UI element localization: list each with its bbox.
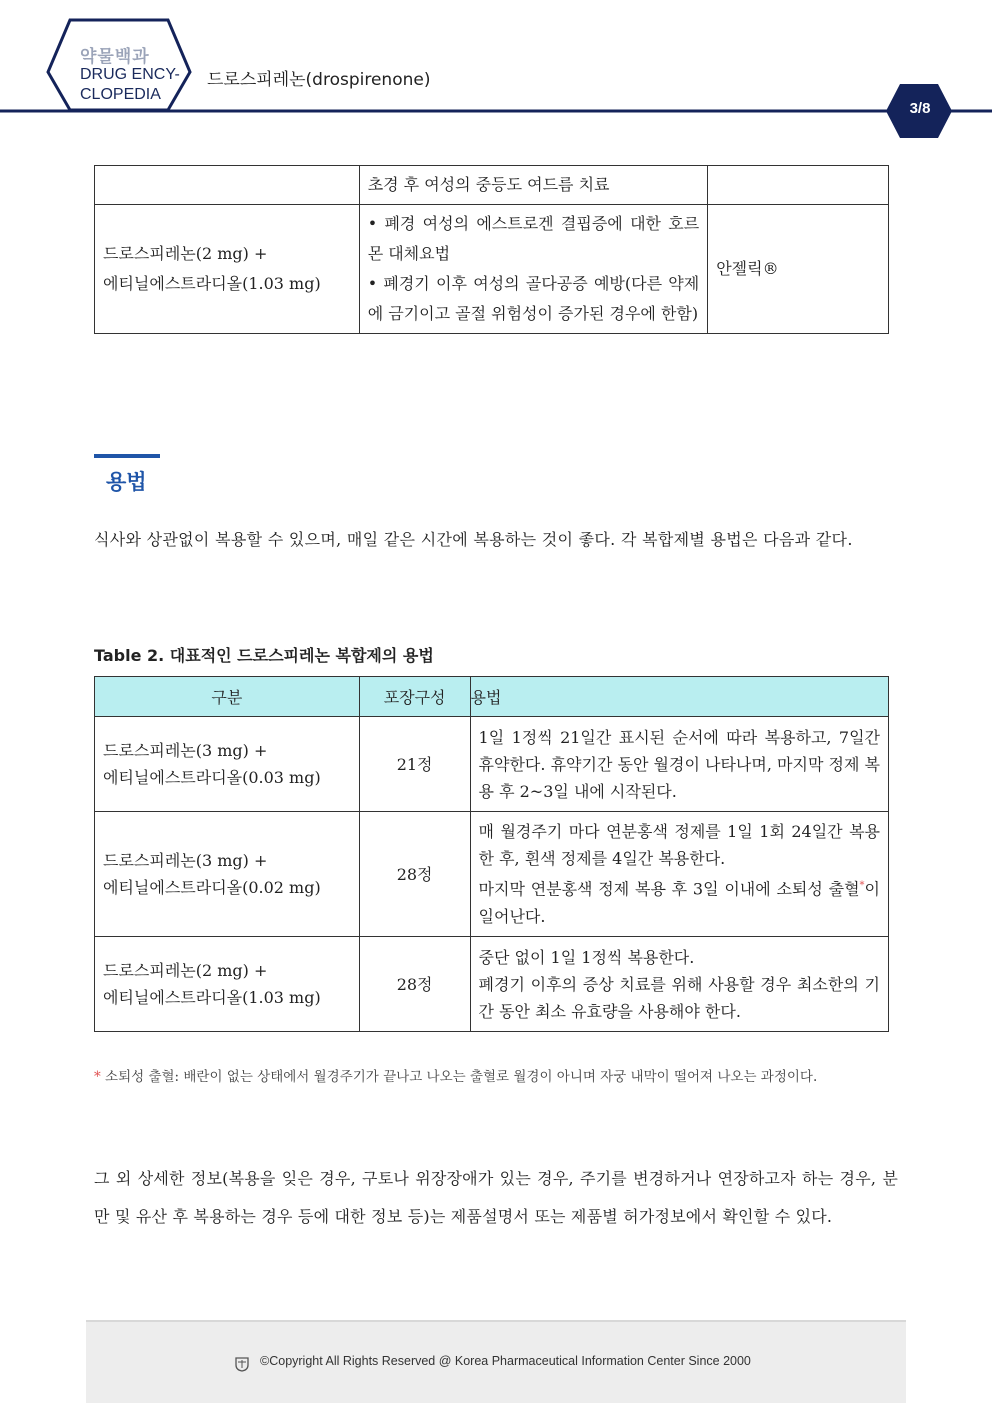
footnote-star: * (94, 1069, 101, 1085)
composition-cell (95, 937, 360, 1032)
usage-text: 마지막 연분홍색 정제 복용 후 3일 이내에 소퇴성 출혈 (478, 879, 860, 899)
column-header: 포장구성 (359, 677, 470, 717)
indication-bullet: • 폐경기 이후 여성의 골다공증 예방(다른 약제에 금기이고 골절 위험성이 증가된 경우에 한함) (367, 274, 700, 323)
indication-cell (359, 205, 708, 334)
usage-table (94, 676, 889, 1032)
table-row (95, 717, 889, 812)
footer-copyright: ©Copyright All Rights Reserved @ Korea Pharmaceutical Information Center Since 2000 (260, 1354, 751, 1368)
composition-cell (95, 812, 360, 937)
table-header-row (95, 677, 889, 717)
logo-korean: 약물백과 (80, 47, 150, 67)
usage-cell: 1일 1정씩 21일간 표시된 순서에 따라 복용하고, 7일간 휴약한다. 휴약기간 동안 월경이 나타나며, 마지막 정제 복용 후 2~3일 내에 시작된다. (470, 717, 888, 812)
composition-line: 드로스피레논(2 mg) + (103, 244, 268, 263)
column-header: 구분 (95, 677, 360, 717)
indication-cell: 초경 후 여성의 중등도 여드름 치료 (359, 166, 708, 205)
composition-line: 드로스피레논(3 mg) + (103, 851, 268, 870)
indication-bullet: • 폐경 여성의 에스트로겐 결핍증에 대한 호르몬 대체요법 (367, 214, 700, 263)
footnote (94, 1062, 898, 1093)
product-cell: 안젤릭® (708, 205, 889, 334)
usage-cell (470, 937, 888, 1032)
composition-line: 에티닐에스트라디올(0.03 mg) (103, 768, 321, 787)
logo-english-line2: CLOPEDIA (80, 86, 161, 103)
table-row (95, 205, 889, 334)
column-header: 용법 (470, 677, 888, 717)
composition-cell (95, 166, 360, 205)
table-caption: Table 2. 대표적인 드로스피레논 복합제의 용법 (94, 646, 434, 665)
package-cell: 28정 (359, 937, 470, 1032)
page-number: 3/8 (909, 100, 931, 117)
section-title: 용법 (106, 470, 147, 494)
section-intro-paragraph: 식사와 상관없이 복용할 수 있으며, 매일 같은 시간에 복용하는 것이 좋다. 각 복합제별 용법은 다음과 같다. (94, 530, 853, 549)
usage-line: 매 월경주기 마다 연분홍색 정제를 1일 1회 24일간 복용한 후, 흰색 정제를 4일간 복용한다. (478, 822, 880, 869)
composition-line: 드로스피레논(2 mg) + (103, 961, 268, 980)
closing-paragraph: 그 외 상세한 정보(복용을 잊은 경우, 구토나 위장장애가 있는 경우, 주기를 변경하거나 연장하고자 하는 경우, 분만 및 유산 후 복용하는 경우 등에 대한 정보 등)는 제품설명서 또는 제품별 허가정보에서 확인할 수 있다. (94, 1169, 898, 1226)
composition-line: 에티닐에스트라디올(1.03 mg) (103, 274, 321, 293)
page-header (0, 0, 992, 140)
footnote-text: 소퇴성 출혈: 배란이 없는 상태에서 월경주기가 끝나고 나오는 출혈로 월경이 아니며 자궁 내막이 떨어져 나오는 과정이다. (100, 1069, 818, 1085)
usage-text: 이 일어난다. (478, 879, 880, 926)
usage-line: 폐경기 이후의 증상 치료를 위해 사용할 경우 최소한의 기간 동안 최소 유효량을 사용해야 한다. (478, 974, 880, 1021)
table-row (95, 937, 889, 1032)
crest-icon (234, 1356, 250, 1372)
composition-line: 에티닐에스트라디올(1.03 mg) (103, 988, 321, 1007)
composition-line: 에티닐에스트라디올(0.02 mg) (103, 878, 321, 897)
usage-line (479, 872, 880, 929)
usage-cell (470, 812, 888, 937)
package-cell: 21정 (359, 717, 470, 812)
footnote-marker: * (859, 880, 865, 892)
composition-line: 드로스피레논(3 mg) + (103, 741, 268, 760)
indications-table (94, 165, 889, 334)
table-row (95, 812, 889, 937)
section-accent-bar (94, 454, 160, 458)
usage-line: 중단 없이 1일 1정씩 복용한다. (478, 947, 695, 967)
product-cell (708, 166, 889, 205)
package-cell: 28정 (359, 812, 470, 937)
composition-cell (95, 717, 360, 812)
page-footer (86, 1320, 906, 1403)
table-row (95, 166, 889, 205)
document-title: 드로스피레논(drospirenone) (207, 70, 431, 90)
logo-english-line1: DRUG ENCY- (80, 66, 180, 83)
composition-cell (95, 205, 360, 334)
